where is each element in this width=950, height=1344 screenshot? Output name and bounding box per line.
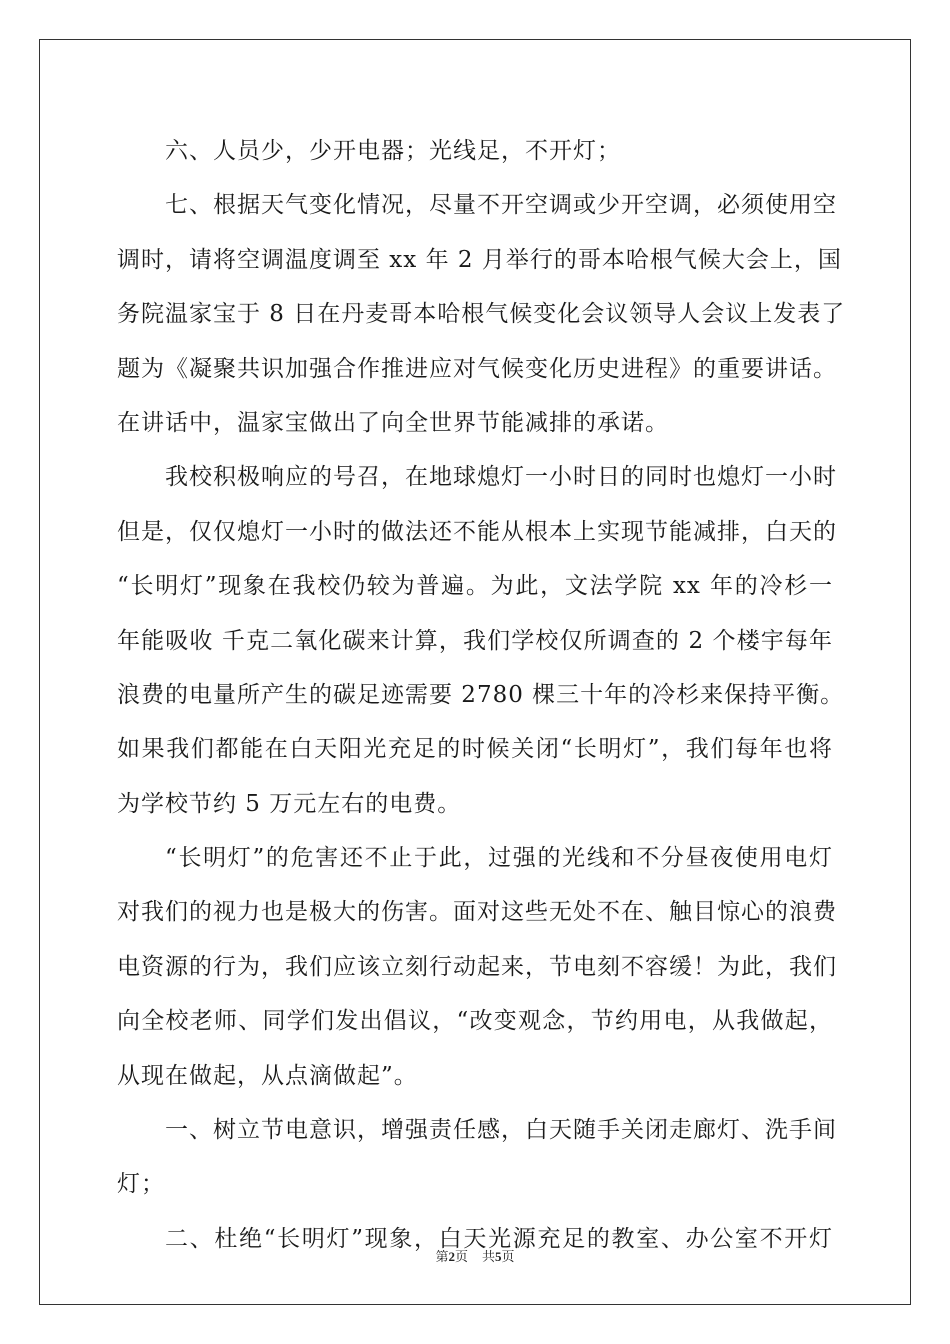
page-footer — [0, 1246, 950, 1265]
text-line: 题为《凝聚共识加强合作推进应对气候变化历史进程》的重要讲话。 — [117, 355, 837, 382]
page-number: 2 — [448, 1249, 455, 1264]
text-line: 一、树立节电意识，增强责任感，白天随手关闭走廊灯、洗手间 — [165, 1117, 837, 1144]
page-number-label — [435, 1249, 468, 1264]
total-suffix: 页 — [501, 1249, 515, 1264]
text-line: 在讲话中，温家宝做出了向全世界节能减排的承诺。 — [117, 409, 669, 436]
text-line: 从现在做起，从点滴做起”。 — [117, 1062, 418, 1089]
text-line: 年能吸收 千克二氧化碳来计算，我们学校仅所调查的 2 个楼宇每年 — [117, 627, 833, 654]
text-line: 灯； — [117, 1171, 165, 1198]
total-prefix: 共 — [482, 1249, 496, 1264]
total-pages: 5 — [495, 1249, 502, 1264]
page-suffix: 页 — [454, 1249, 468, 1264]
text-line: 调时，请将空调温度调至 xx 年 2 月举行的哥本哈根气候大会上，国 — [117, 246, 842, 273]
text-line: 七、根据天气变化情况，尽量不开空调或少开空调，必须使用空 — [165, 192, 837, 219]
text-line: 但是，仅仅熄灯一小时的做法还不能从根本上实现节能减排，白天的 — [117, 518, 837, 545]
total-pages-label — [482, 1249, 515, 1264]
text-line: 二、杜绝“长明灯”现象，白天光源充足的教室、办公室不开灯 — [165, 1225, 833, 1252]
document-body — [117, 124, 846, 1266]
text-line: 六、人员少，少开电器；光线足，不开灯； — [165, 138, 621, 164]
text-line: 为学校节约 5 万元左右的电费。 — [117, 790, 462, 817]
text-line: 向全校老师、同学们发出倡议，“改变观念，节约用电，从我做起， — [117, 1008, 833, 1035]
text-line: 务院温家宝于 8 日在丹麦哥本哈根气候变化会议领导人会议上发表了 — [117, 301, 846, 328]
text-line: 对我们的视力也是极大的伤害。面对这些无处不在、触目惊心的浪费 — [117, 899, 837, 926]
text-line: “长明灯”的危害还不止于此，过强的光线和不分昼夜使用电灯 — [165, 845, 833, 872]
text-line: “长明灯”现象在我校仍较为普遍。为此，文法学院 xx 年的冷杉一 — [117, 573, 833, 600]
page-prefix: 第 — [435, 1249, 449, 1264]
text-line: 我校积极响应的号召，在地球熄灯一小时日的同时也熄灯一小时 — [165, 464, 837, 491]
text-line: 电资源的行为，我们应该立刻行动起来，节电刻不容缓！为此，我们 — [117, 953, 837, 980]
text-line: 如果我们都能在白天阳光充足的时候关闭“长明灯”，我们每年也将 — [117, 736, 833, 763]
text-line: 浪费的电量所产生的碳足迹需要 2780 棵三十年的冷杉来保持平衡。 — [117, 681, 845, 708]
